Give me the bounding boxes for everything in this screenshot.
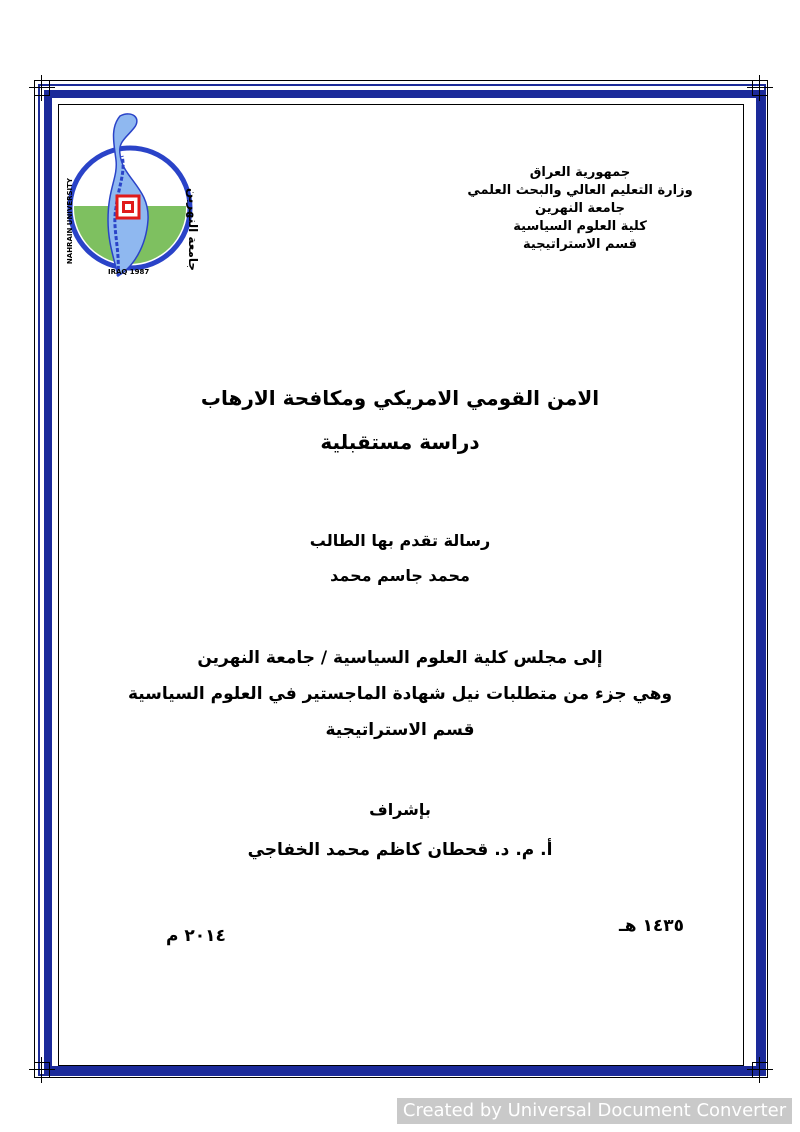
corner-ornament-bottom-left	[34, 1062, 50, 1078]
purpose-line-requirement: وهي جزء من متطلبات نيل شهادة الماجستير في العلوم السياسية	[127, 684, 673, 704]
thesis-title: الامن القومي الامريكي ومكافحة الارهاب	[200, 386, 600, 410]
corner-ornament-top-right	[752, 80, 768, 96]
corner-ornament-top-left	[34, 80, 50, 96]
purpose-line-department: قسم الاستراتيجية	[325, 720, 475, 740]
logo-bottom-text: IRAQ 1987	[108, 268, 150, 276]
logo-arc-text: جامعة النهرين	[186, 188, 200, 272]
corner-ornament-bottom-right	[752, 1062, 768, 1078]
student-name: محمد جاسم محمد	[330, 566, 470, 585]
submission-line: رسالة تقدم بها الطالب	[309, 531, 491, 550]
header-line-university: جامعة النهرين	[535, 201, 625, 216]
header-line-country: جمهورية العراق	[529, 165, 631, 180]
logo-arc-text-en: NAHRAIN UNIVERSITY	[66, 178, 74, 265]
header-line-department: قسم الاستراتيجية	[523, 237, 637, 252]
gregorian-date: ٢٠١٤ م	[166, 926, 226, 946]
purpose-line-council: إلى مجلس كلية العلوم السياسية / جامعة النهرين	[197, 648, 603, 668]
supervision-label: بإشراف	[369, 800, 431, 819]
supervisor-name: أ. م. د. قحطان كاظم محمد الخفاجي	[247, 840, 553, 860]
header-line-ministry: وزارة التعليم العالي والبحث العلمي	[467, 183, 693, 198]
header-line-college: كلية العلوم السياسية	[513, 219, 647, 234]
university-seal-icon	[60, 108, 220, 283]
hijri-date: ١٤٣٥ هـ	[618, 916, 684, 936]
converter-watermark: Created by Universal Document Converter	[397, 1098, 792, 1124]
institution-header	[460, 164, 700, 254]
thesis-subtitle: دراسة مستقبلية	[320, 430, 480, 454]
